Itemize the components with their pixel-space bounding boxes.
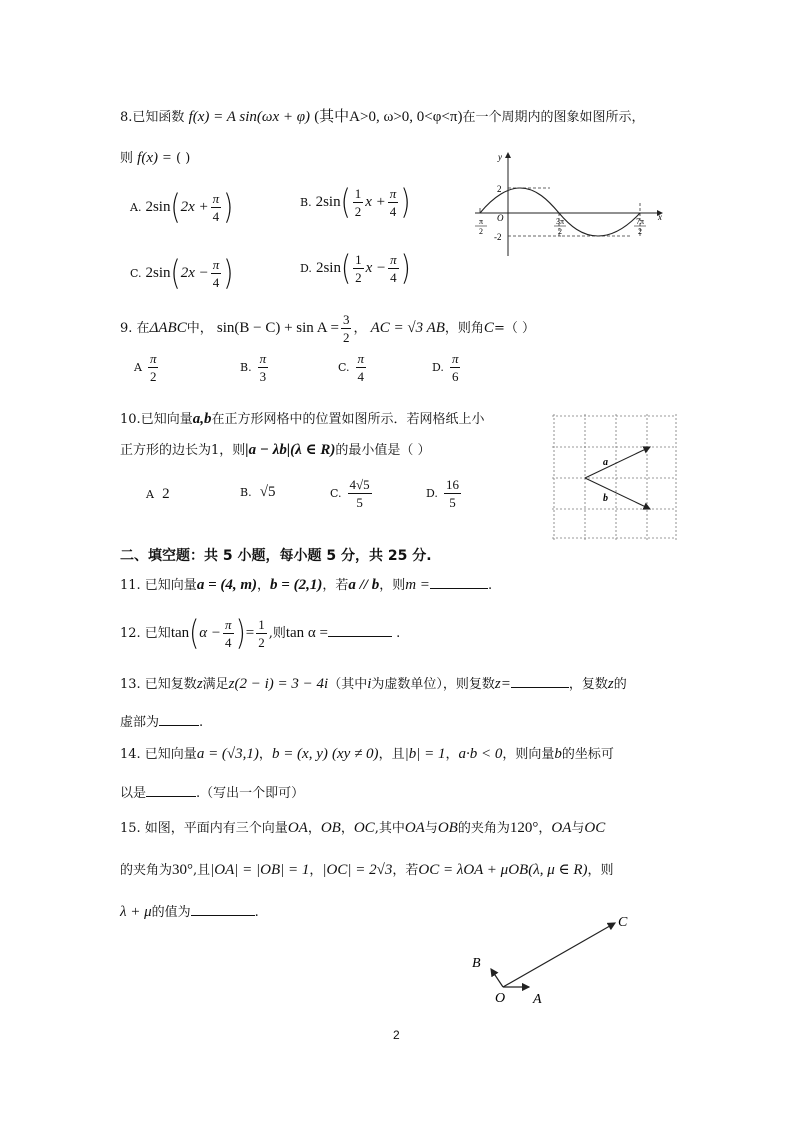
- q13-answer-blank-1[interactable]: [511, 673, 569, 688]
- point-o-label: O: [495, 991, 506, 1006]
- q8-sine-graph: [470, 148, 670, 258]
- q13-line2: 虚部为 .: [120, 711, 203, 733]
- point-a-label: A: [533, 992, 542, 1007]
- vector-a: [585, 447, 650, 478]
- graph-tick-3pi-half: [554, 217, 566, 236]
- vector-b: [585, 478, 650, 509]
- q8-option-c: C. 2sin(2x − $\frac{\pi}{4}$ ): [130, 254, 234, 293]
- vector-b-label: b: [603, 493, 608, 504]
- point-c-label: C: [618, 915, 628, 930]
- svg-text:π: π: [478, 217, 484, 226]
- q8-option-d: D. 2sin( $\frac{1}{2}$ x − $\frac{\pi}{4}$ ): [300, 249, 411, 288]
- q10-line1: 10.已知向量a,b在正方形网格中的位置如图所示．若网格纸上小: [120, 411, 485, 427]
- q8-option-a: A. 2sin(2x + $\frac{\pi}{4}$ ): [130, 188, 234, 227]
- graph-tick-2: 2: [497, 184, 502, 194]
- q15-line2: 的夹角为30°,且|OA| = |OB| = 1，|OC| = 2√3，若OC = λOA + μOB(λ, μ ∈ R)，则: [120, 862, 614, 878]
- q14-line2: 以是 .（写出一个即可）: [120, 782, 304, 804]
- graph-tick-neg-pi-half: [475, 217, 487, 236]
- q8-line2: 则 f(x) = ( ): [120, 150, 191, 166]
- q10-option-a: A 2: [146, 486, 170, 502]
- vector-oc: [503, 923, 615, 987]
- q15-answer-blank[interactable]: [191, 901, 255, 916]
- q12-answer-blank[interactable]: [328, 622, 392, 637]
- svg-text:2: 2: [638, 227, 642, 236]
- q10-option-c: C. $\frac{4√5}{5}$: [330, 477, 370, 510]
- svg-text:3π: 3π: [555, 217, 565, 226]
- svg-text:7π: 7π: [635, 217, 645, 226]
- graph-origin: O: [497, 213, 504, 223]
- q9-option-b: B. $\frac{\pi}{3}$: [240, 351, 267, 384]
- svg-text:2: 2: [479, 227, 483, 236]
- graph-x-label: x: [658, 212, 662, 222]
- q10-vector-grid: [548, 410, 680, 542]
- q9-option-c: C. $\frac{\pi}{4}$: [338, 351, 365, 384]
- q10-option-d: D. $\frac{16}{5}$: [426, 477, 459, 510]
- q8-option-b: B. 2sin( $\frac{1}{2}$ x + $\frac{\pi}{4}$ ): [300, 183, 411, 222]
- page-number: 2: [393, 1028, 400, 1042]
- vector-a-label: a: [603, 457, 608, 468]
- q11-line: 11. 已知向量a = (4, m)，b = (2,1)，若a // b，则m = .: [120, 574, 492, 596]
- q9-option-a: A $\frac{\pi}{2}$: [134, 351, 157, 384]
- q13-line1: 13. 已知复数z满足z(2 − i) = 3 − 4i（其中i为虚数单位），则复数z= ，复数z的: [120, 673, 627, 695]
- q10-line2: 正方形的边长为1，则|a − λb|(λ ∈ R)的最小值是（ ）: [120, 442, 431, 458]
- q13-answer-blank-2[interactable]: [159, 711, 199, 726]
- graph-tick-7pi-half: [634, 217, 646, 236]
- q9-line: 9. 在ΔABC中， sin(B − C) + sin A = $\frac{3}{2}$ ， AC = √3 AB，则角C=（ ）: [120, 312, 535, 345]
- svg-text:2: 2: [558, 227, 562, 236]
- q9-option-d: D. $\frac{\pi}{6}$: [432, 351, 459, 384]
- q12-line: 12. 已知tan(α − $\frac{\pi}{4}$ )= $\frac{1}{2}$ ,则tan α = .: [120, 614, 401, 653]
- q15-line1: 15. 如图，平面内有三个向量OA，OB，OC,其中OA与OB的夹角为120°，OA与OC: [120, 820, 606, 836]
- q8-line1: 8.已知函数 f(x) = A sin(ωx + φ) (其中A>0, ω>0, 0<φ<π)在一个周期内的图象如图所示，: [120, 109, 645, 125]
- graph-tick-neg2: -2: [494, 232, 502, 242]
- graph-y-label: y: [498, 152, 502, 162]
- q14-answer-blank[interactable]: [146, 782, 196, 797]
- q10-option-b: B. √5: [240, 484, 276, 500]
- q11-answer-blank[interactable]: [430, 574, 488, 589]
- section2-heading: 二、填空题：共 5 小题，每小题 5 分，共 25 分.: [120, 548, 432, 564]
- q14-line1: 14. 已知向量a = (√3,1)，b = (x, y) (xy ≠ 0)，且|b| = 1，a·b < 0，则向量b的坐标可: [120, 746, 614, 762]
- q15-vector-figure: [465, 905, 645, 1010]
- point-b-label: B: [472, 956, 481, 971]
- q15-line3: λ + μ的值为 .: [120, 901, 259, 923]
- vector-ob: [491, 969, 503, 987]
